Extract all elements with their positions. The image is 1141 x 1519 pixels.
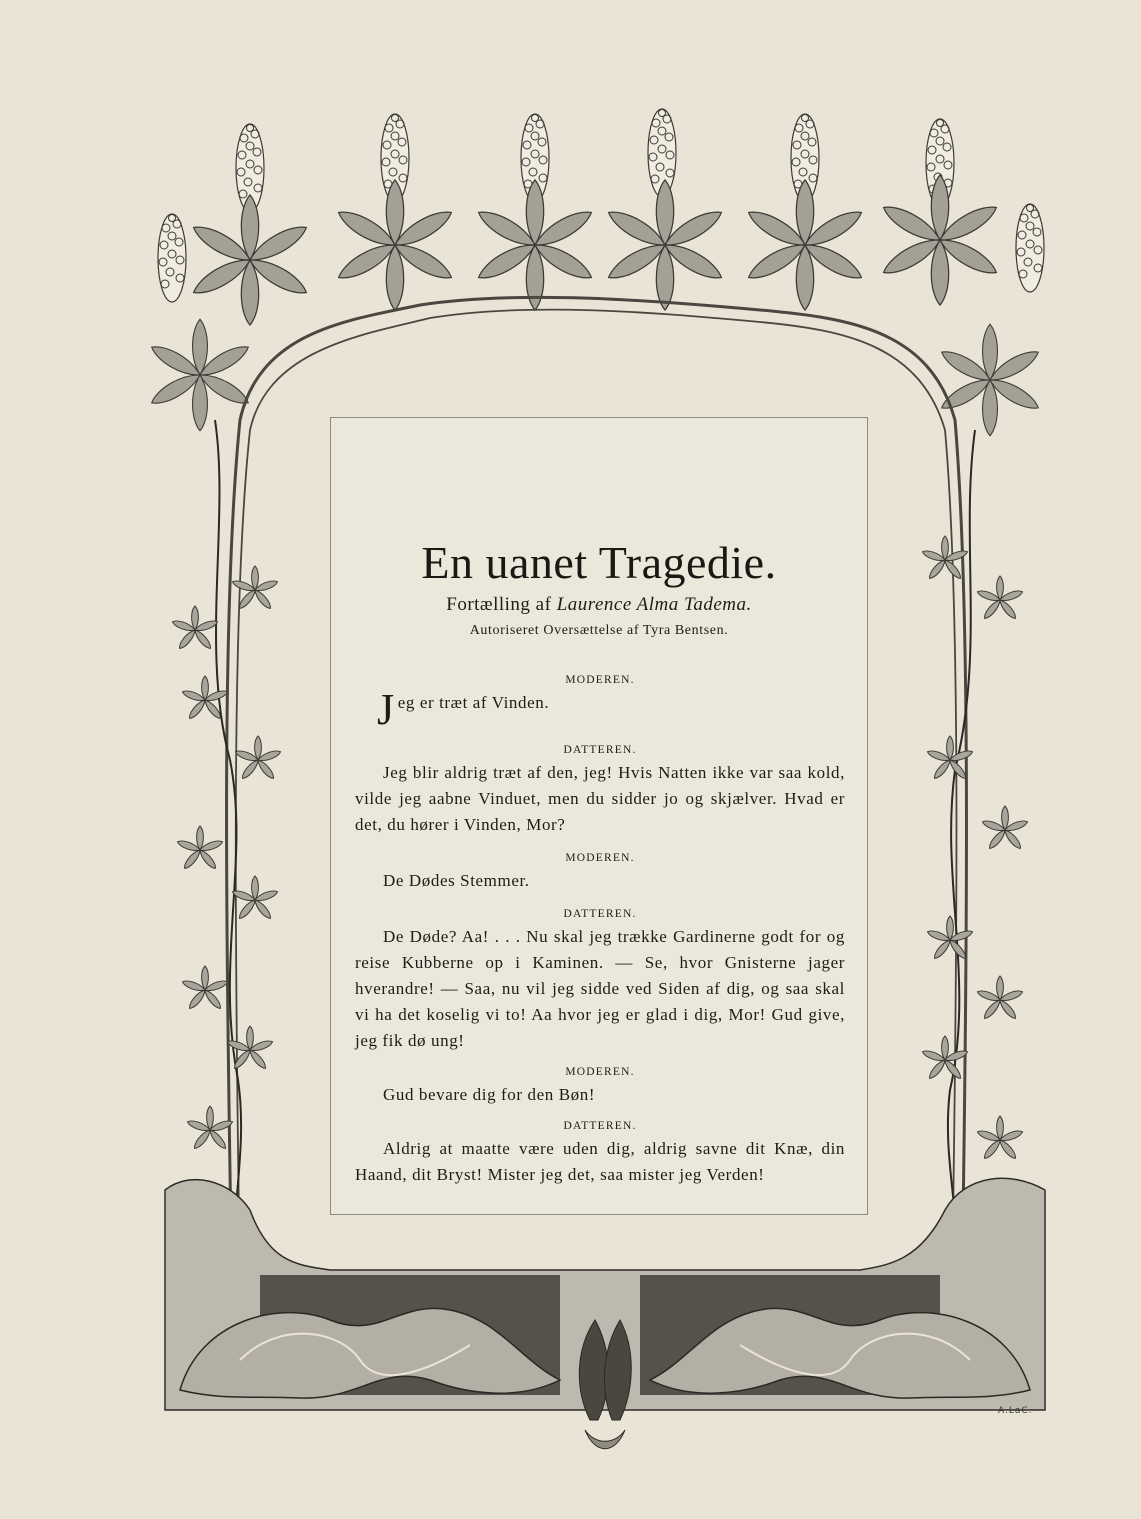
- speaker-label: DATTEREN.: [563, 908, 637, 920]
- story-subtitle: [331, 594, 867, 616]
- speech-text: eg er træt af Vinden.: [397, 693, 550, 712]
- top-chestnut-blossoms: [158, 109, 1044, 302]
- speech-line: De Dødes Stemmer.: [383, 871, 530, 890]
- translation-credit: Autoriseret Oversættelse af Tyra Bentsen.: [469, 623, 729, 638]
- bottom-ornament: [165, 1178, 1045, 1448]
- drop-cap: J: [377, 685, 395, 734]
- speech-line: Jeg blir aldrig træt af den, jeg! Hvis Natten ikke var saa kold, vilde jeg aabne Vinduet, men du sidder jo og skjælver. Hvad er det, du hører i Vinden, Mor?: [355, 763, 845, 834]
- subtitle-prefix: Fortælling af: [446, 594, 552, 615]
- speaker-label: DATTEREN.: [563, 744, 637, 756]
- speech-line: [355, 685, 845, 734]
- speaker-label: MODEREN.: [565, 674, 635, 686]
- speaker-label: DATTEREN.: [563, 1120, 637, 1132]
- text-panel: [330, 417, 868, 1215]
- speaker-label: MODEREN.: [565, 1066, 635, 1078]
- speaker-label: MODEREN.: [565, 852, 635, 864]
- speech-line: De Døde? Aa! . . . Nu skal jeg trække Gardinerne godt for og reise Kubberne op i Kaminen. — Se, hvor Gnisterne jager hverandre! — Saa, nu vil jeg sidde ved Siden af dig, og saa skal vi ha det koselig vi to! Aa hvor jeg er glad i dig, Mor! Gud give, jeg fik dø ung!: [355, 927, 845, 1050]
- speech-line: Aldrig at maatte være uden dig, aldrig savne dit Knæ, din Haand, dit Bryst! Mister jeg det, saa mister jeg Verden!: [355, 1139, 845, 1184]
- dialogue: [355, 672, 845, 1188]
- speech-line: Gud bevare dig for den Bøn!: [383, 1085, 596, 1104]
- top-chestnut-leaves: [148, 175, 1042, 436]
- story-title: En uanet Tragedie.: [421, 537, 777, 588]
- artist-signature: A.LaC.: [998, 1406, 1033, 1416]
- author-name: Laurence Alma Tadema.: [556, 594, 752, 615]
